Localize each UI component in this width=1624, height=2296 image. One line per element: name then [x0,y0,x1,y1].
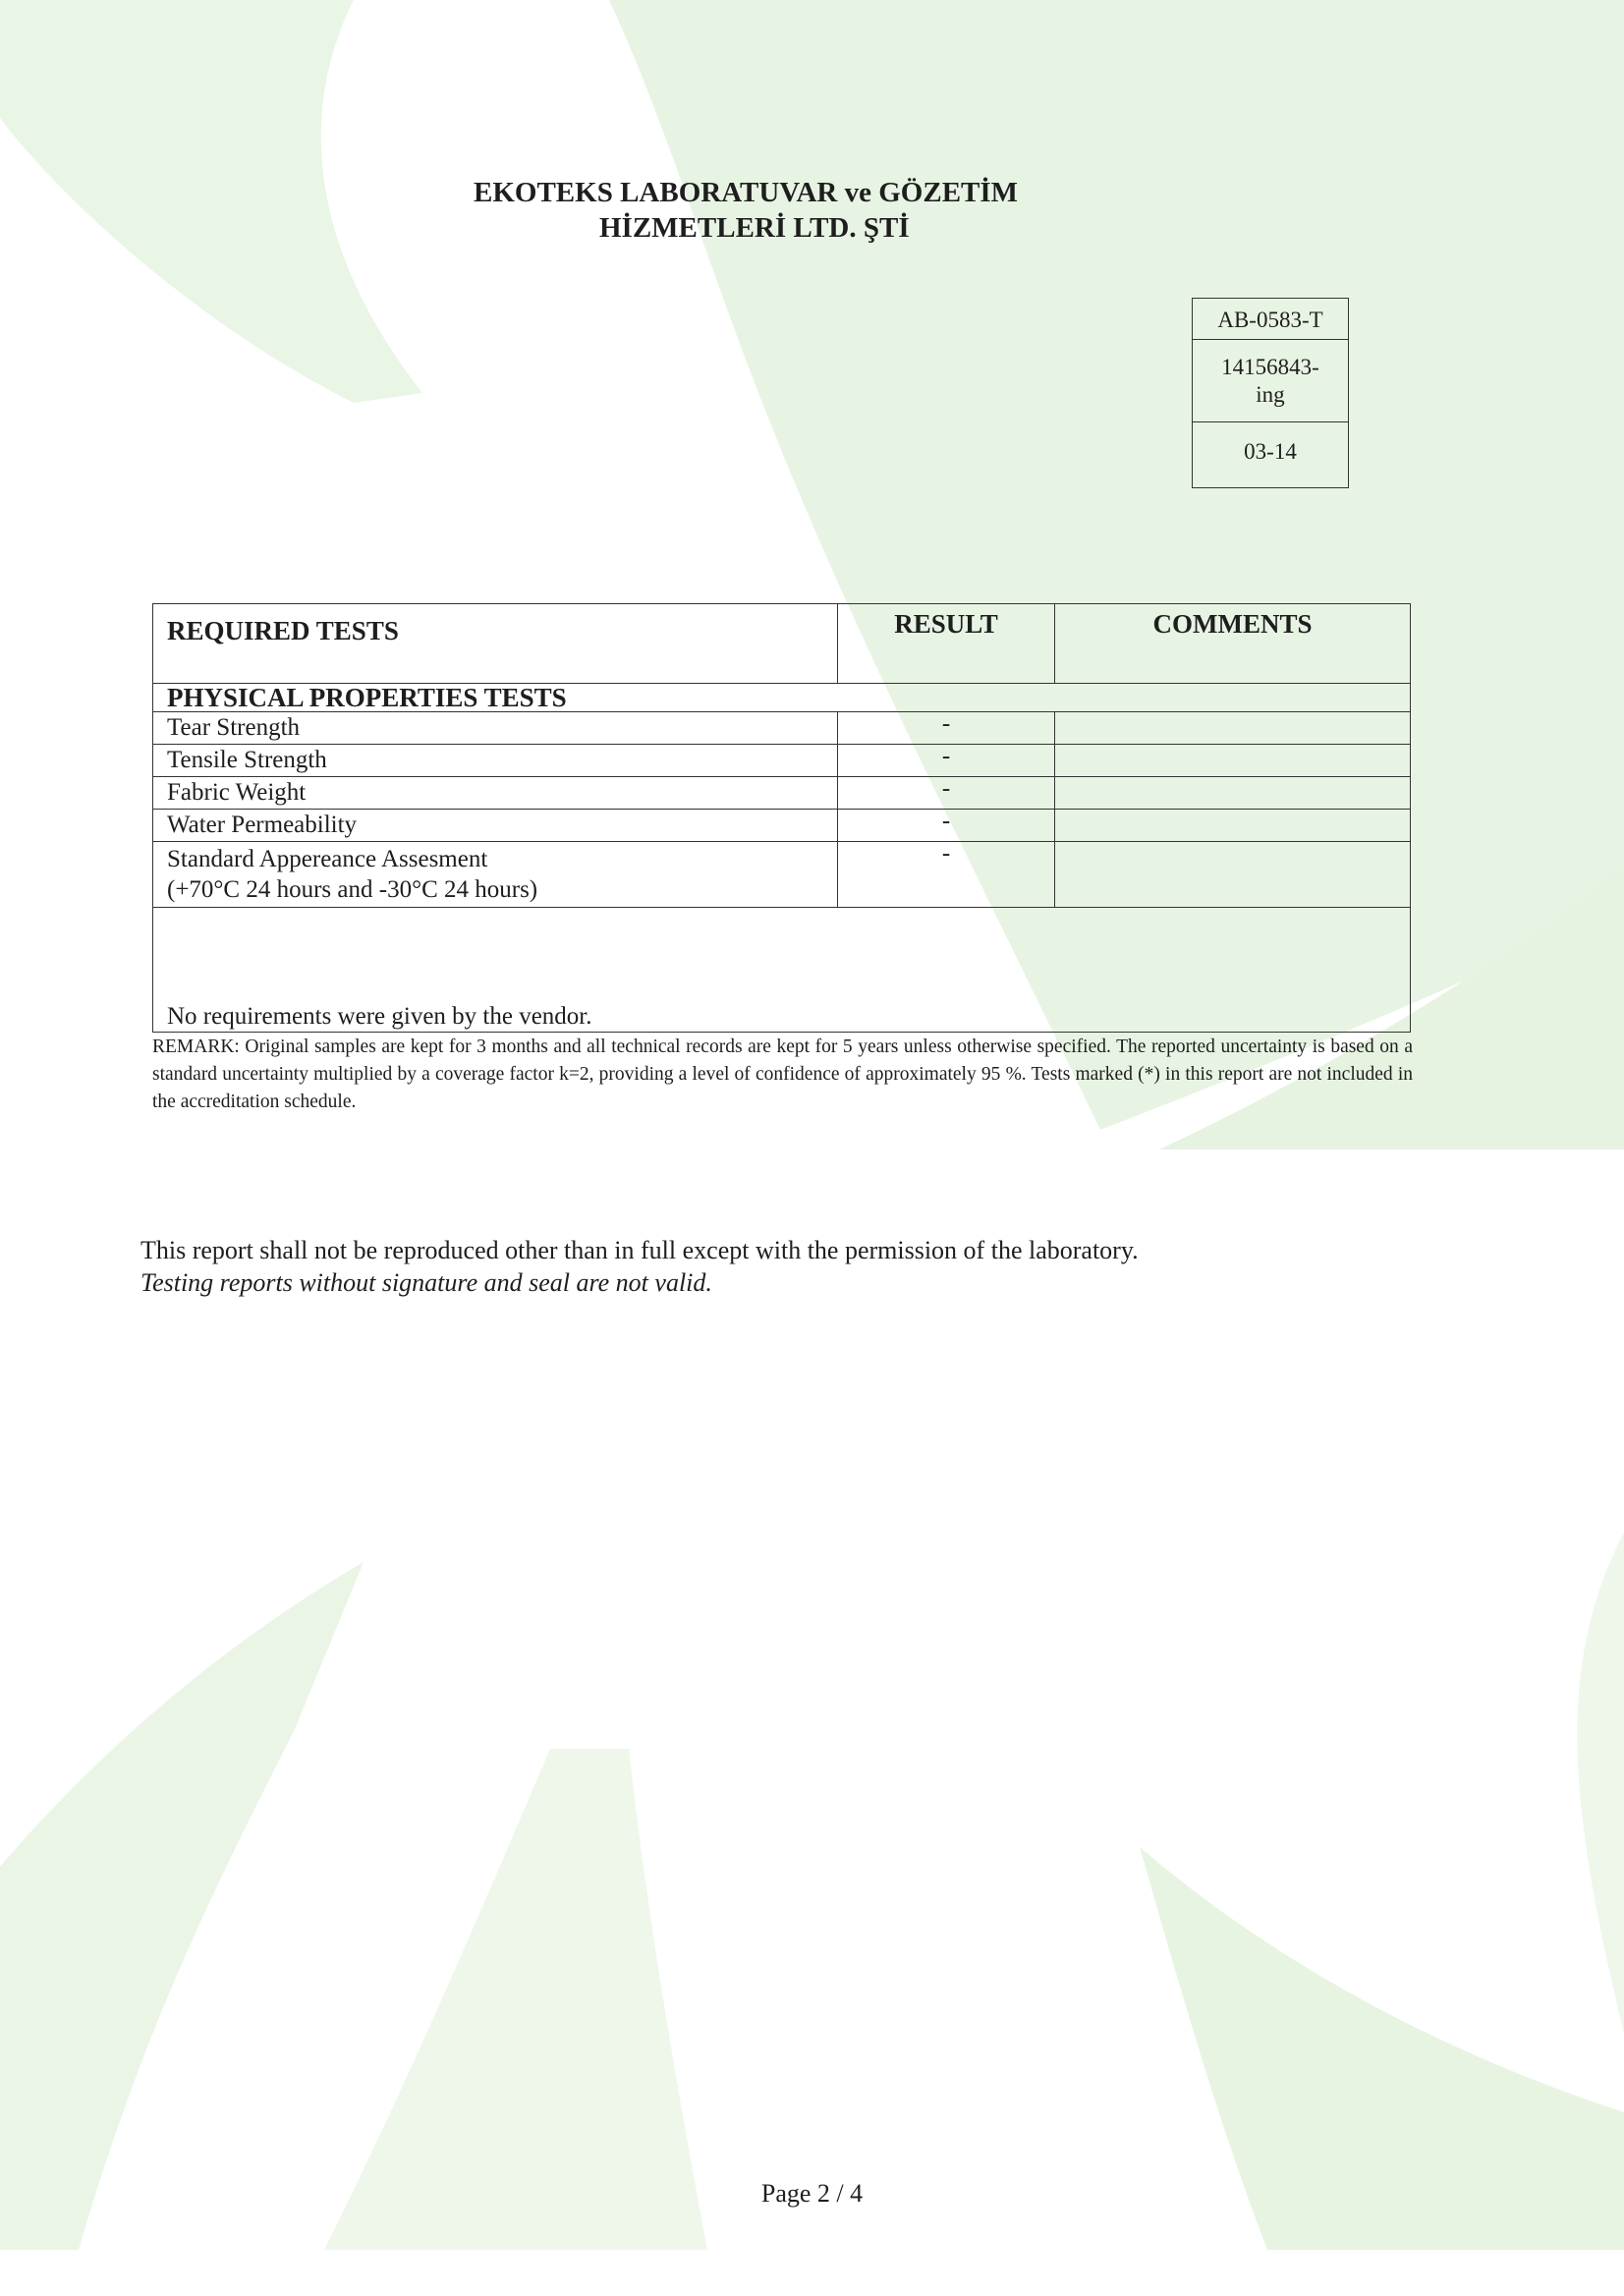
test-comments [1055,777,1411,810]
tests-table [152,603,1411,1033]
test-result: - [838,810,1055,842]
table-row [153,777,1411,810]
test-name-line1: Standard Appereance Assesment [167,846,488,872]
page-number [0,2179,1624,2209]
reference-code: AB-0583-T [1193,299,1348,340]
company-name-line1: EKOTEKS LABORATUVAR ve GÖZETİM [474,177,1019,208]
disclaimer-line2: Testing reports without signature and seal are not valid. [140,1268,712,1297]
test-result: - [838,777,1055,810]
reference-number-line2: ing [1256,382,1285,407]
note-row [153,908,1411,1033]
test-name: Water Permeability [153,810,838,842]
test-name-line2: (+70°C 24 hours and -30°C 24 hours) [167,876,538,903]
test-comments [1055,842,1411,908]
header-comments: COMMENTS [1055,604,1411,684]
company-name-line2: HİZMETLERİ LTD. ŞTİ [599,212,910,244]
watermark-shape-top-left [0,0,422,403]
table-row [153,712,1411,745]
reference-number-line1: 14156843- [1221,355,1319,379]
page-number-text: Page 2 / 4 [760,2179,864,2208]
table-row [153,745,1411,777]
disclaimer-line1: This report shall not be reproduced other than in full except with the permission of the laboratory. [140,1236,1139,1264]
test-result: - [838,712,1055,745]
test-name: Fabric Weight [153,777,838,810]
reference-number [1193,340,1348,422]
test-name: Tear Strength [153,712,838,745]
test-result: - [838,745,1055,777]
watermark-shape-right-mid [1577,1533,1624,2034]
test-comments [1055,745,1411,777]
vendor-note: No requirements were given by the vendor. [153,908,1411,1033]
section-title: PHYSICAL PROPERTIES TESTS [153,684,1411,712]
table-row [153,810,1411,842]
table-row [153,842,1411,908]
header-required-tests: REQUIRED TESTS [153,604,838,684]
test-name: Tensile Strength [153,745,838,777]
watermark-shape-bottom-center [324,1749,707,2250]
reference-date: 03-14 [1244,439,1297,464]
reference-box [1192,298,1349,488]
test-comments [1055,810,1411,842]
table-header-row [153,604,1411,684]
section-row [153,684,1411,712]
test-name [153,842,838,908]
disclaimer [140,1234,1139,1299]
watermark-shape-bottom-left [0,1562,364,2250]
test-comments [1055,712,1411,745]
remark-text: REMARK: Original samples are kept for 3 months and all technical records are kept for 5 years unless otherwise specified. The reported uncertainty is based on a standard uncertainty multiplied by a coverage factor k=2, providing a level of confidence of approximately 95 %. Tests marked (*) in this report are not included in the accreditation schedule. [152,1036,1413,1112]
header-result: RESULT [838,604,1055,684]
test-result: - [838,842,1055,908]
